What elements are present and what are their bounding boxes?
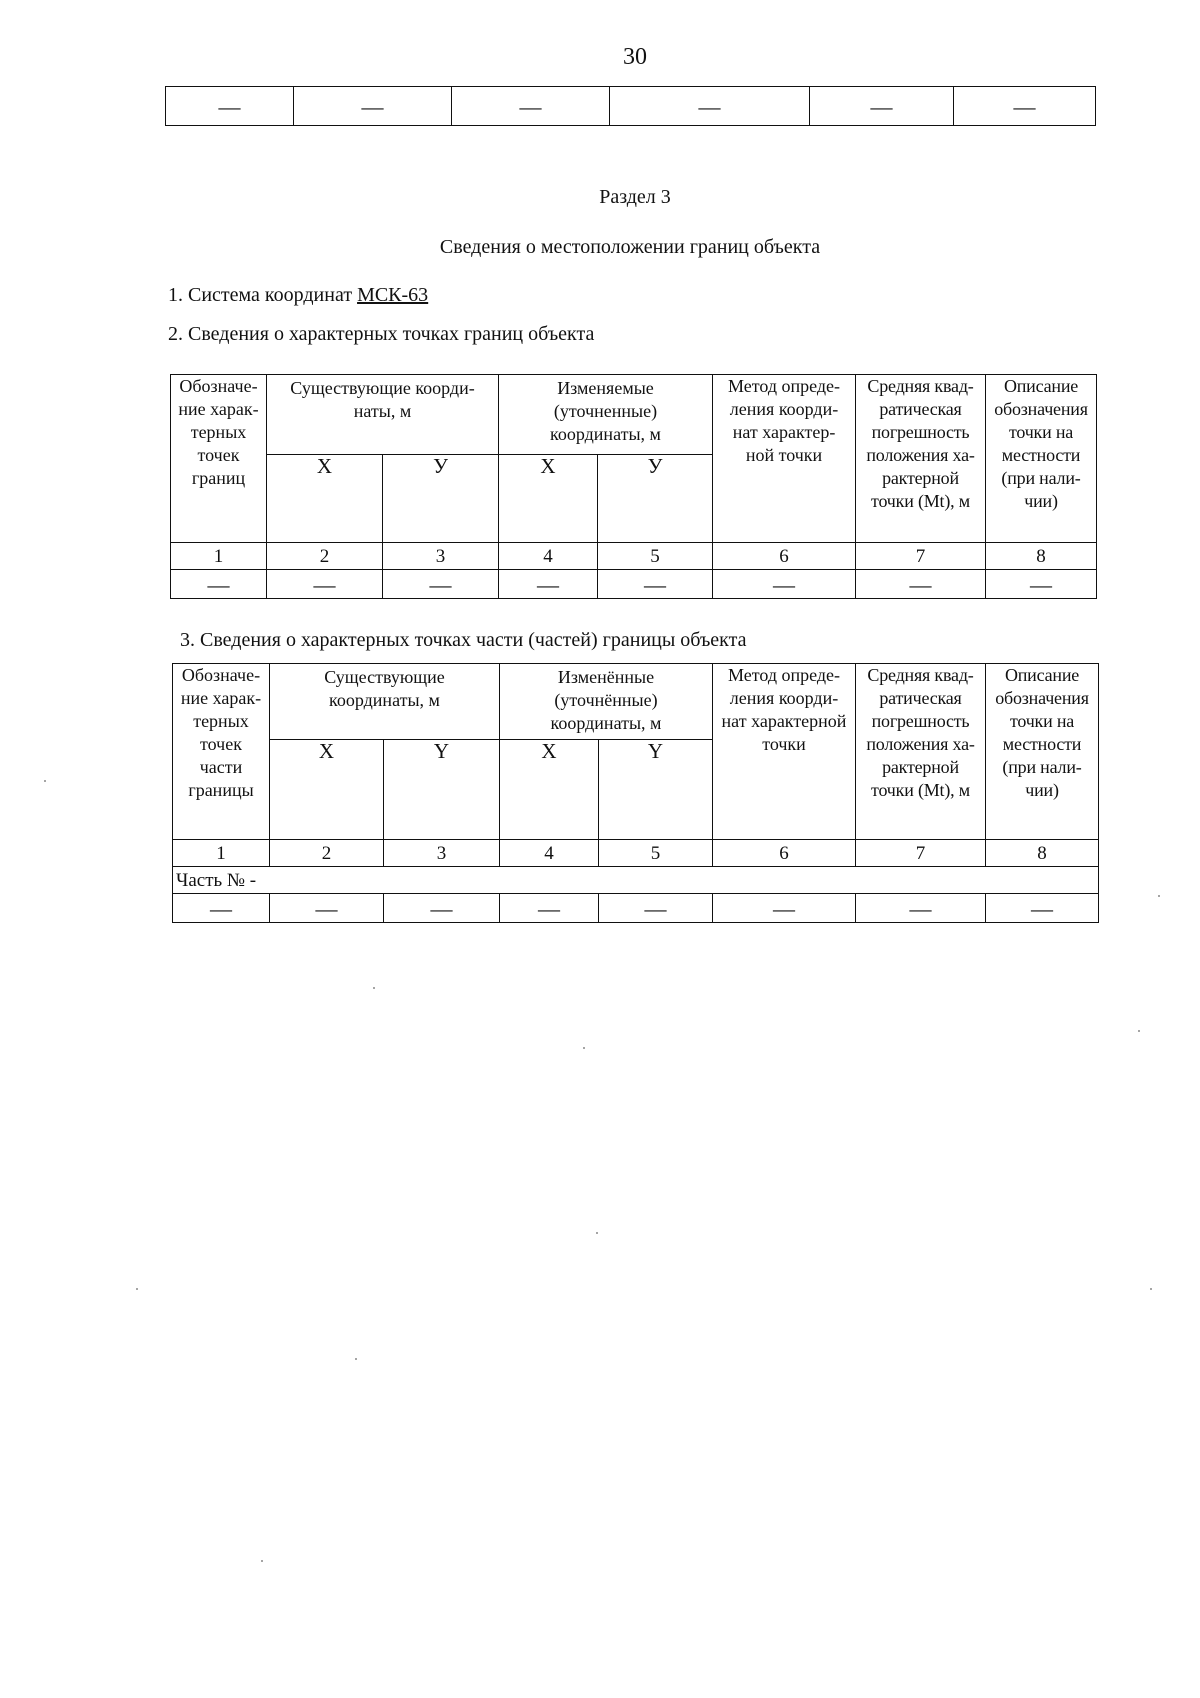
- cell: —: [267, 570, 383, 599]
- scan-speck: [44, 780, 46, 782]
- column-number: 6: [713, 543, 856, 570]
- continuation-row: [166, 87, 1096, 126]
- header-row-1: [171, 375, 1097, 455]
- column-number: 5: [599, 840, 713, 867]
- cell: —: [986, 570, 1097, 599]
- header-row-1: [173, 664, 1099, 740]
- part-boundary-points-table: [172, 663, 1099, 923]
- cell: —: [856, 570, 986, 599]
- item2-heading: 2. Сведения о характерных точках границ объекта: [168, 323, 595, 345]
- cell: —: [294, 87, 452, 126]
- header-y-changed: У: [598, 455, 713, 543]
- part-label: Часть № -: [173, 867, 1099, 894]
- header-rms-error: Средняя квад- ратическая погрешность положения ха- рактерной точки (Mt), м: [856, 375, 986, 543]
- cell: —: [384, 894, 500, 923]
- header-x-existing: X: [270, 740, 384, 840]
- column-number: 7: [856, 543, 986, 570]
- cell: —: [856, 894, 986, 923]
- cell: —: [173, 894, 270, 923]
- column-number: 8: [986, 543, 1097, 570]
- header-y-existing: У: [383, 455, 499, 543]
- coordinate-system-value: МСК-63: [357, 284, 429, 306]
- coordinate-system-line: [168, 284, 428, 307]
- scan-speck: [1158, 895, 1160, 897]
- column-number: 2: [267, 543, 383, 570]
- column-number: 4: [499, 543, 598, 570]
- header-description: Описание обозначения точки на местности (при нали- чии): [986, 375, 1097, 543]
- scan-speck: [355, 1358, 357, 1360]
- column-number: 2: [270, 840, 384, 867]
- header-y-changed: Y: [599, 740, 713, 840]
- header-changed-coordinates: Изменённые (уточнённые) координаты, м: [500, 664, 713, 740]
- cell: —: [713, 894, 856, 923]
- column-number: 1: [171, 543, 267, 570]
- cell: —: [713, 570, 856, 599]
- scan-speck: [261, 1560, 263, 1562]
- cell: —: [499, 570, 598, 599]
- table-row: [173, 894, 1099, 923]
- column-number: 8: [986, 840, 1099, 867]
- cell: —: [810, 87, 954, 126]
- header-changed-coordinates: Изменяемые (уточненные) координаты, м: [499, 375, 713, 455]
- section-title: Раздел 3: [599, 186, 671, 208]
- column-number-row: [171, 543, 1097, 570]
- cell: —: [598, 570, 713, 599]
- cell: —: [500, 894, 599, 923]
- scan-speck: [1150, 1288, 1152, 1290]
- scan-speck: [136, 1288, 138, 1290]
- cell: —: [383, 570, 499, 599]
- table-row: [171, 570, 1097, 599]
- cell: —: [599, 894, 713, 923]
- item3-heading: 3. Сведения о характерных точках части (частей) границы объекта: [180, 629, 747, 651]
- cell: —: [452, 87, 610, 126]
- section-subtitle: Сведения о местоположении границ объекта: [439, 236, 821, 258]
- item1-prefix: 1. Система координат: [168, 284, 358, 306]
- header-existing-coordinates: Существующие координаты, м: [270, 664, 500, 740]
- cell: —: [986, 894, 1099, 923]
- header-rms-error: Средняя квад- ратическая погрешность положения ха- рактерной точки (Mt), м: [856, 664, 986, 840]
- column-number: 7: [856, 840, 986, 867]
- page-number: 30: [623, 44, 647, 70]
- header-existing-coordinates: Существующие коорди- наты, м: [267, 375, 499, 455]
- cell: —: [171, 570, 267, 599]
- header-x-changed: X: [499, 455, 598, 543]
- cell: —: [270, 894, 384, 923]
- continuation-table: [165, 86, 1096, 126]
- column-number: 1: [173, 840, 270, 867]
- header-x-changed: X: [500, 740, 599, 840]
- cell: —: [610, 87, 810, 126]
- scan-speck: [596, 1232, 598, 1234]
- cell: —: [166, 87, 294, 126]
- header-method: Метод опреде- ления коорди- нат характерной точки: [713, 664, 856, 840]
- column-number: 3: [383, 543, 499, 570]
- cell: —: [954, 87, 1096, 126]
- header-point-designation: Обозначе- ние харак- терных точек границ: [171, 375, 267, 543]
- column-number: 4: [500, 840, 599, 867]
- part-row: [173, 867, 1099, 894]
- boundary-points-table: [170, 374, 1097, 599]
- column-number: 5: [598, 543, 713, 570]
- scan-speck: [583, 1047, 585, 1049]
- header-description: Описание обозначения точки на местности (при нали- чии): [986, 664, 1099, 840]
- scan-speck: [373, 987, 375, 989]
- scan-speck: [1138, 1030, 1140, 1032]
- header-y-existing: Y: [384, 740, 500, 840]
- header-point-designation: Обозначе- ние харак- терных точек части границы: [173, 664, 270, 840]
- header-method: Метод опреде- ления коорди- нат характер- ной точки: [713, 375, 856, 543]
- column-number: 6: [713, 840, 856, 867]
- column-number: 3: [384, 840, 500, 867]
- header-x-existing: X: [267, 455, 383, 543]
- column-number-row: [173, 840, 1099, 867]
